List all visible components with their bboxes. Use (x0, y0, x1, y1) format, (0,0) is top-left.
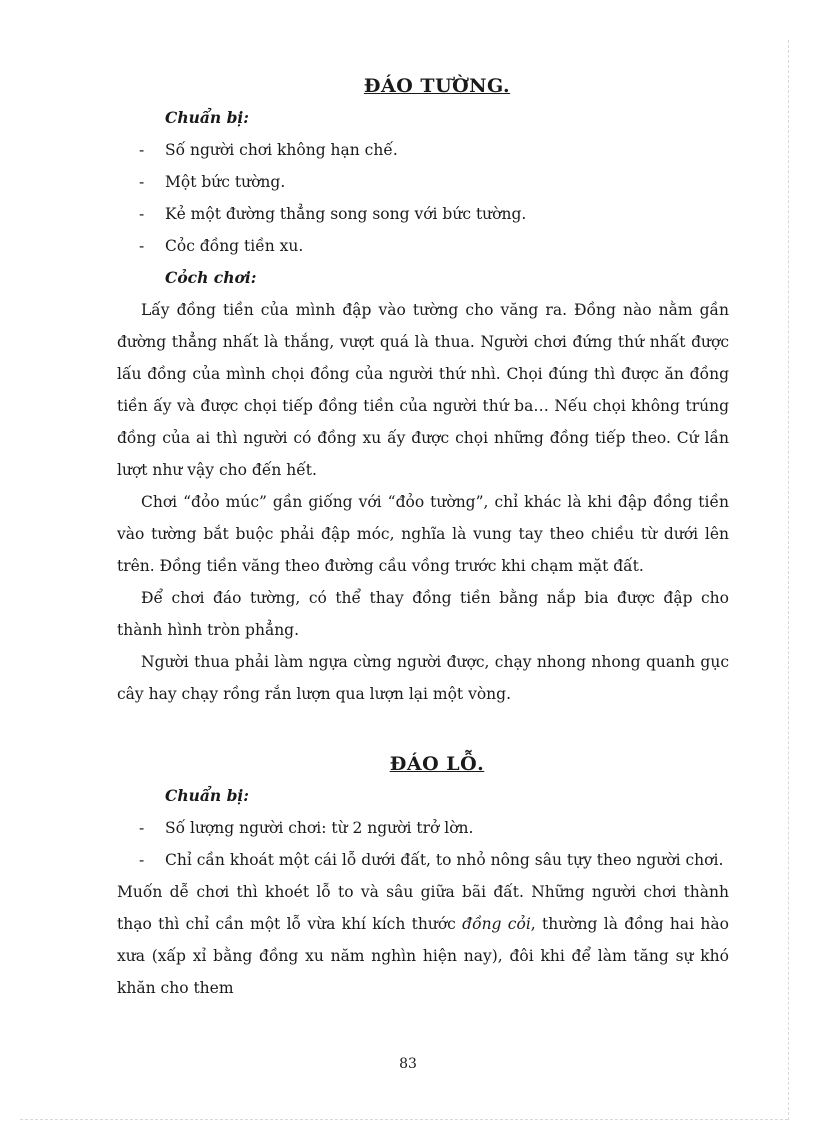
list-item: - Số lượng người chơi: từ 2 người trở lờn. (139, 819, 474, 837)
howto-label: Cỏch chơi: (165, 268, 257, 287)
paragraph: Lấy đồng tiền của mình đập vào tường cho văng ra. Đồng nào nằm gần đường thẳng nhất là thắng, vượt quá là thua. Người chơi đứng thứ nhất được lấu đồng của mình chọi đồng của người thứ nhì. Chọi đúng thì được ăn đồng tiền ấy và được chọi tiếp đồng tiền của người thứ ba… Nếu chọi không trúng đồng của ai thì người có đồng xu ấy được chọi những đồng tiếp theo. Cứ lần lượt như vậy cho đến hết. (117, 301, 729, 479)
section-title-dao-tuong: ĐÁO TƯỜNG. (363, 75, 511, 97)
page-number: 83 (399, 1056, 417, 1072)
paragraph: Người thua phải làm ngựa cừng người được, chạy nhong nhong quanh gục cây hay chạy rồng rắn lượn qua lượn lại một vòng. (117, 653, 729, 703)
italic-term: đồng cỏi (462, 915, 531, 933)
list-item: - Cỏc đồng tiền xu. (139, 237, 304, 255)
list-item: - Chỉ cần khoát một cái lỗ dưới đất, to nhỏ nông sâu tựy theo người chơi. (139, 851, 724, 869)
list-item: - Một bức tường. (139, 173, 286, 191)
paragraph: Để chơi đáo tường, có thể thay đồng tiền bằng nắp bia được đập cho thành hình tròn phẳng. (117, 589, 729, 639)
list-item: - Số người chơi không hạn chế. (139, 141, 398, 159)
continuation-paragraph: Muốn dễ chơi thì khoét lỗ to và sâu giữa bãi đất. Những người chơi thành thạo thì chỉ cần một lỗ vừa khí kích thước đồng cỏi, thường là đồng hai hào xưa (xấp xỉ bằng đồng xu năm nghìn hiện nay), đôi khi để làm tăng sự khó khăn cho them (117, 883, 729, 997)
page-frame-bottom-border (20, 1119, 788, 1120)
prep-label: Chuẩn bị: (165, 108, 250, 127)
document-body (117, 70, 729, 1004)
prep-list (117, 134, 729, 262)
prep-list (117, 812, 729, 876)
page-frame-right-border (788, 40, 789, 1120)
section-title-dao-lo: ĐÁO LỖ. (389, 753, 485, 775)
list-item: - Kẻ một đường thẳng song song với bức tường. (139, 205, 527, 223)
paragraph: Chơi “đỏo múc” gần giống với “đỏo tường”, chỉ khác là khi đập đồng tiền vào tường bắt buộc phải đập móc, nghĩa là vung tay theo chiều từ dưới lên trên. Đồng tiền văng theo đường cầu vồng trước khi chạm mặt đất. (117, 493, 729, 575)
prep-label: Chuẩn bị: (165, 786, 250, 805)
